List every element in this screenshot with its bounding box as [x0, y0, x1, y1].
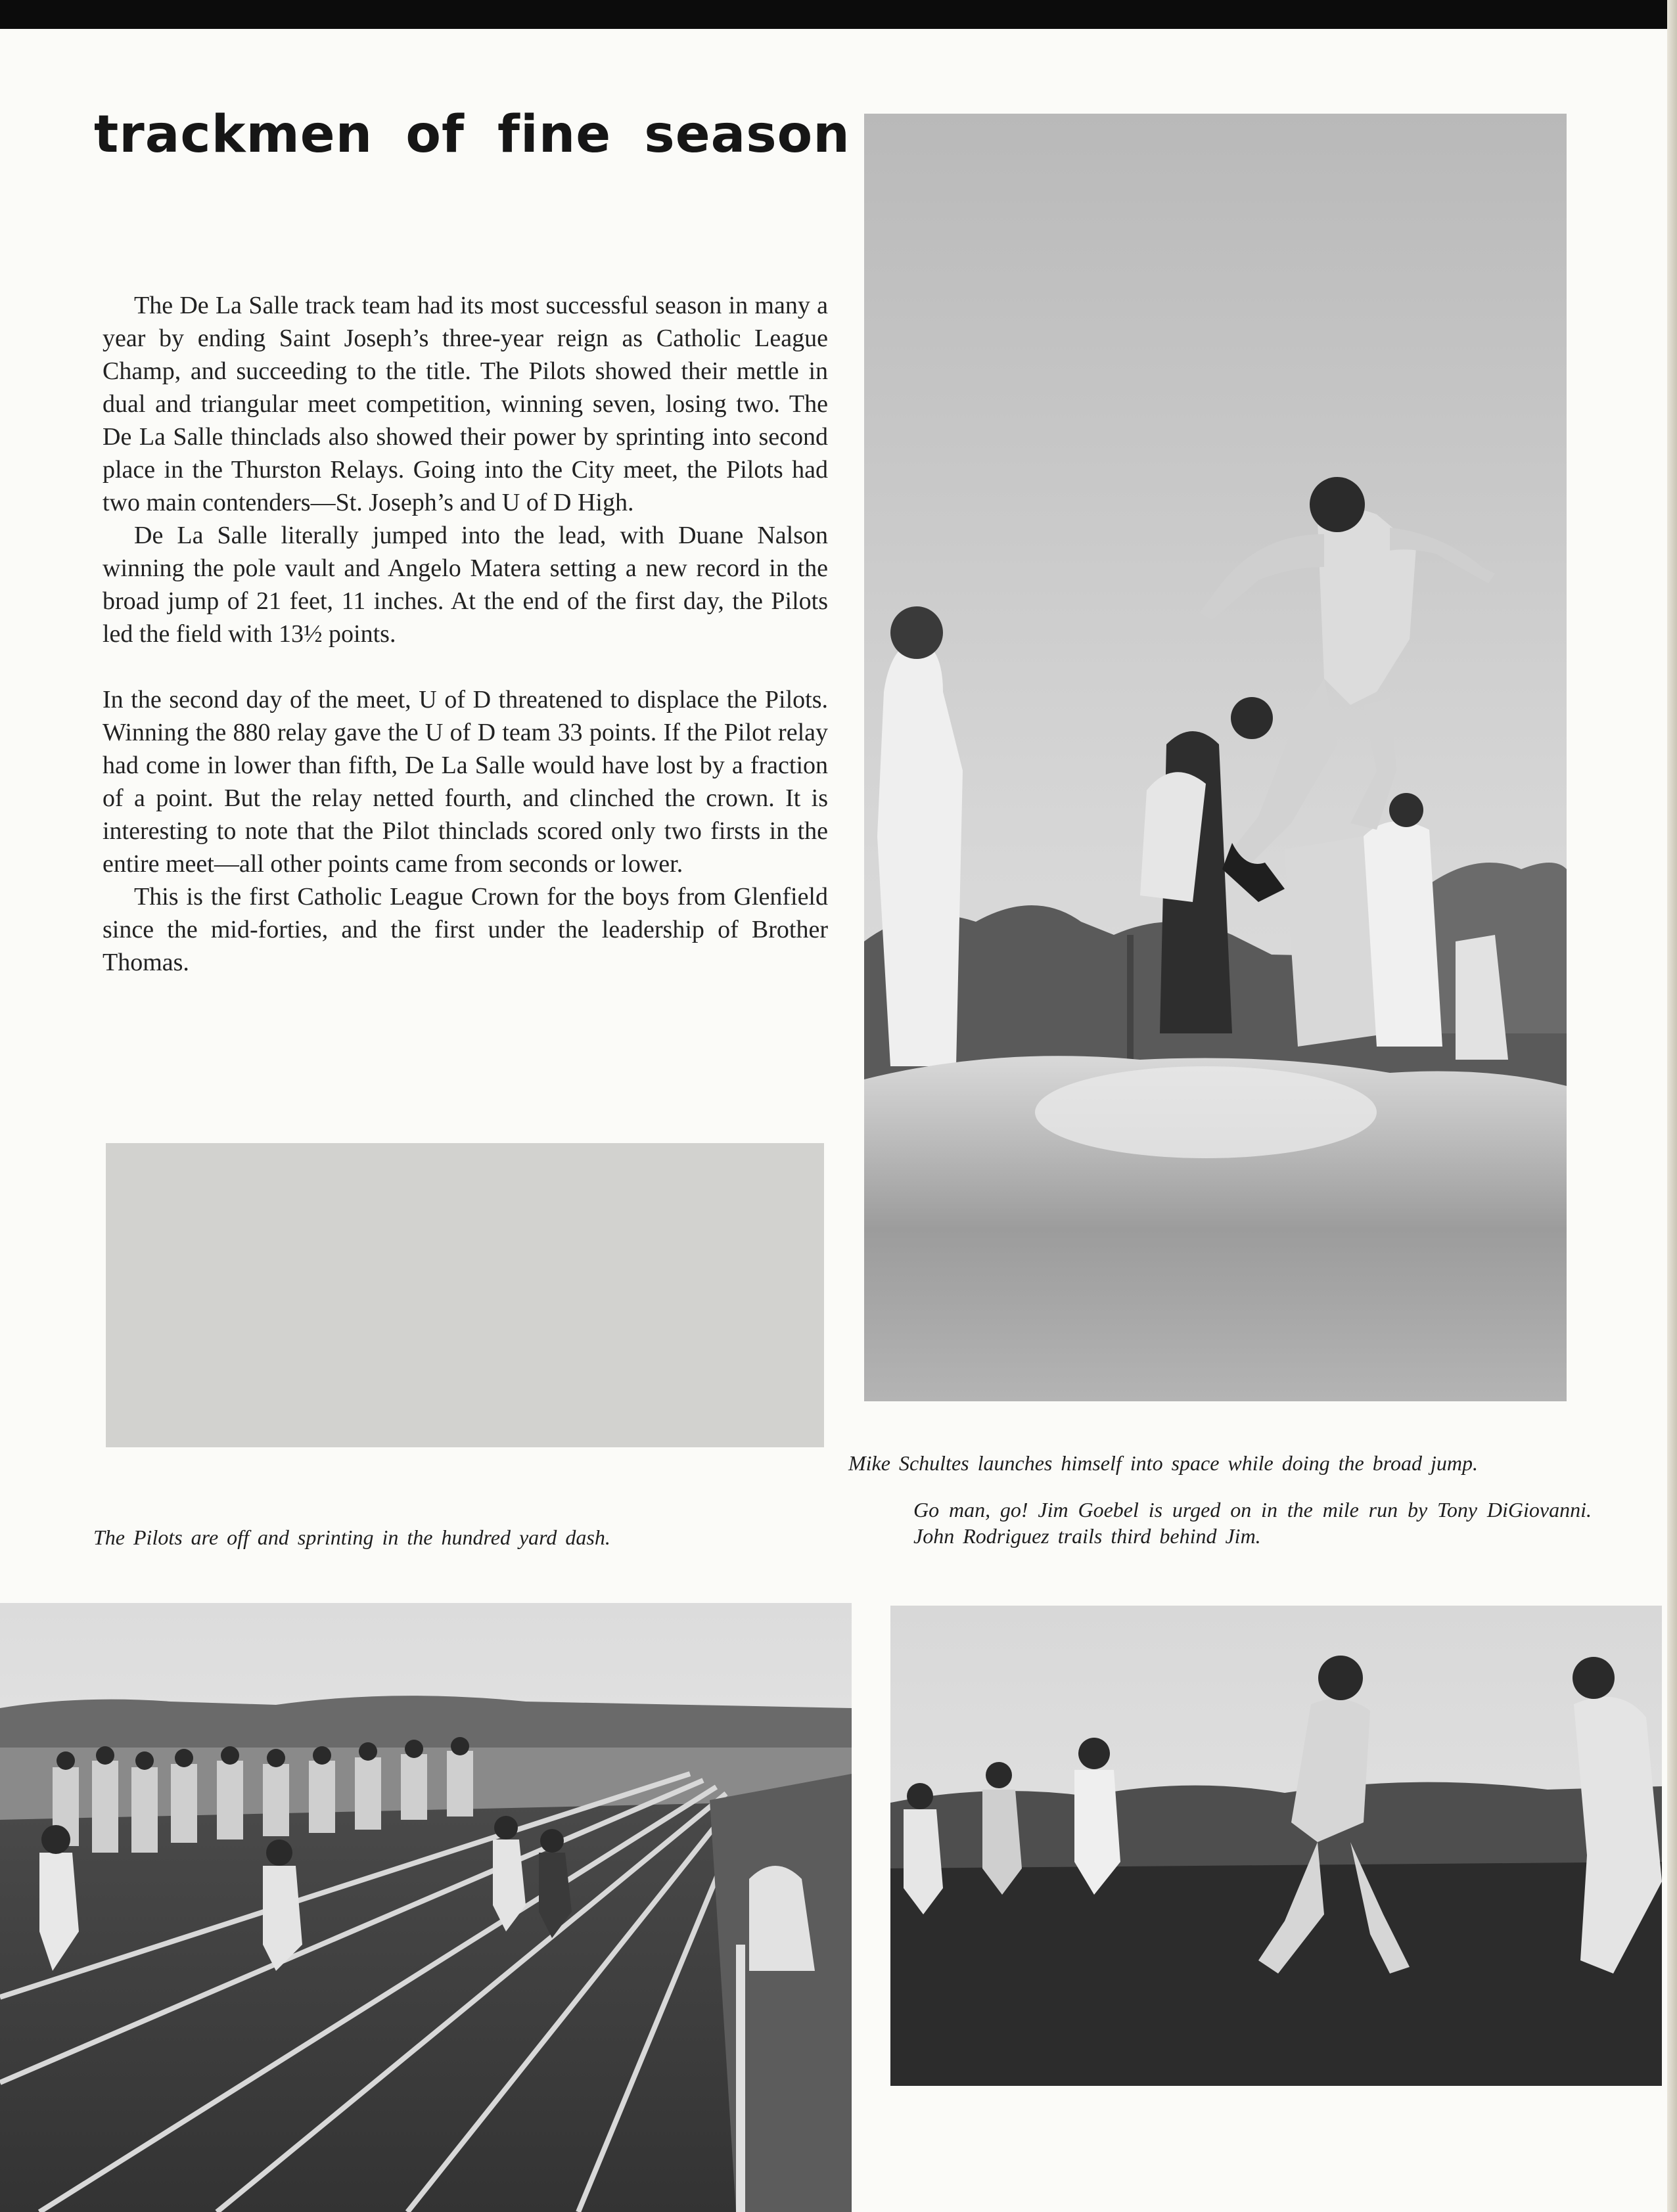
mile-run-photo: [890, 1606, 1662, 2086]
hundred-yard-dash-photo: [0, 1603, 852, 2212]
mile-run-caption: Go man, go! Jim Goebel is urged on in the mile run by Tony DiGiovanni. John Rodriguez trails third behind Jim.: [913, 1498, 1592, 1548]
blank-photo-placeholder: [106, 1143, 824, 1447]
broad-jump-photo: [864, 114, 1567, 1401]
article-title: trackmen of fine season: [94, 105, 850, 164]
paragraph-1: The De La Salle track team had its most successful season in many a year by ending Saint Joseph’s three-year reign as Catholic League Champ, and succeeding to the title. The Pilots showed their mettle in dual and triangular meet competition, winning seven, losing two. The De La Salle thinclads also showed their power by sprinting into second place in the Thurston Relays. Going into the City meet, the Pilots had two main contenders—St. Joseph’s and U of D High.: [103, 292, 828, 516]
paragraph-3: In the second day of the meet, U of D threatened to displace the Pilots. Winning the 880 relay gave the U of D team 33 points. If the Pilot relay had come in lower than fifth, De La Salle would have lost by a fraction of a point. But the relay netted fourth, and clinched the crown. It is interesting to note that the Pilot thinclads scored only two firsts in the entire meet—all other points came from seconds or lower.: [103, 686, 828, 878]
dash-caption: The Pilots are off and sprinting in the hundred yard dash.: [93, 1525, 610, 1549]
paragraph-2: De La Salle literally jumped into the lead, with Duane Nalson winning the pole vault and Angelo Matera setting a new record in the broad jump of 21 feet, 11 inches. At the end of the first day, the Pilots led the field with 13½ points.: [103, 522, 828, 648]
paragraph-4: This is the first Catholic League Crown for the boys from Glenfield since the mid-forties, and the first under the leadership of Brother Thomas.: [103, 883, 828, 976]
scan-top-border: [0, 0, 1677, 29]
article-body: [103, 289, 828, 979]
page-edge: [1667, 0, 1677, 2212]
broad-jump-caption: Mike Schultes launches himself into space while doing the broad jump.: [848, 1451, 1478, 1475]
